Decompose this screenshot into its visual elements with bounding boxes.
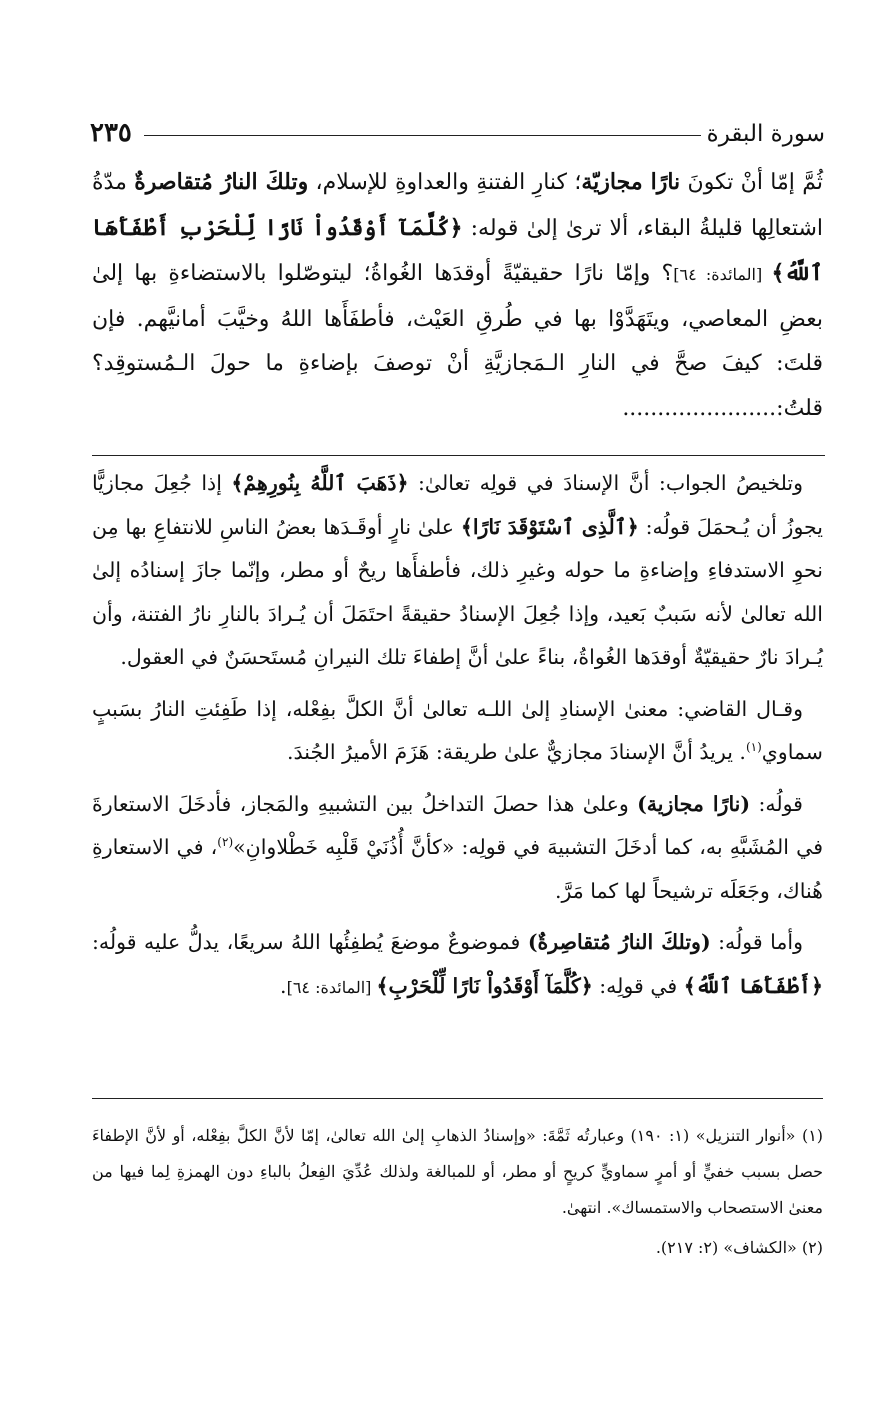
commentary-text [92,462,823,1017]
ellipsis-dots: ...................... [622,395,777,421]
quran-verse: ﴿كُلَّمَآ أَوْقَدُواْ نَارًا لِّلْحَرْبِ﴾ [376,973,593,998]
quran-verse: ﴿كُلَّمَآ أَوْقَدُواْ نَارًا لِّلْحَرْبِ أَطْفَأَهَا ٱللَّهُ﴾ [92,214,824,286]
footnote-ref[interactable]: (٢) [217,835,234,850]
main-text [92,160,823,431]
text-span: إذا جُعِلَ مجازيًّا يجوزُ أن يُـحمَلَ قولُه: [92,471,823,539]
footnote-separator [92,1098,823,1099]
footnote-number: (٢) [801,1238,823,1257]
commentary-paragraph [92,783,823,914]
text-span: ثُمَّ إمّا أنْ تكونَ [680,170,824,195]
bold-phrase: نارًا مجازيّة [581,169,681,195]
verse-citation: [المائدة: ٦٤] [673,265,772,284]
sura-title: سورة البقرة [706,121,825,147]
main-paragraph [92,160,823,431]
verse-citation: [المائدة: ٦٤] [286,977,377,997]
text-span: ، في الاستعارةِ هُناك، وجَعَلَه ترشيحاً لها كما مَرَّ. [92,835,823,903]
text-span: . [280,973,287,998]
text-span: ؛ كنارِ الفتنةِ والعداوةِ للإسلام، [308,170,582,195]
text-span: فموضوعٌ موضعَ يُطفِئُها اللهُ سريعًا، يدلُّ عليه قولُه: [92,930,528,954]
footnote-ref[interactable]: (١) [745,740,762,755]
text-span: ؟ وإمّا نارًا حقيقيّةً أوقدَها الغُواةُ؛ ليتوصّلوا بالاستضاءةِ بها إلىٰ بعضِ المعاصي، ويتَهَدَّوْا بها في طُرقِ العَيْث، فأطفَأَها اللهُ وخيَّبَ أمانيَّهم. فإن قلتَ: كيفَ صحَّ في النارِ الـمَجازيَّةِ أنْ توصفَ بإضاءةِ ما حولَ الـمُستوقِد؟ قلتُ: [92,261,823,421]
page-number: ٢٣٥ [90,118,132,148]
quran-verse: ﴿ذَهَبَ ٱللَّهُ بِنُورِهِمْ﴾ [231,471,409,495]
text-span: قولُه: [750,791,803,816]
footnote-text: «أنوار التنزيل» (١: ١٩٠) وعبارتُه ثَمَّةَ: «وإسنادُ الذهابِ إلىٰ الله تعالىٰ، إمّا لأنَّ الكلَّ بفِعْله، أو لأنَّ الإطفاءَ حصل بسبب خفيٍّ أو أمرٍ سماويٍّ كريحٍ أو مطر، أو للمبالغة ولذلك عُدِّيَ الفِعلُ بالباءِ دون الهمزةِ لِما فيها من معنىٰ الاستصحاب والاستمساك». انتهىٰ. [92,1126,823,1217]
quran-verse: ﴿ٱلَّذِى ٱسْتَوْقَدَ نَارًا﴾ [460,514,639,539]
text-span: . يريدُ أنَّ الإسنادَ مجازيٌّ علىٰ طريقة: هَزَمَ الأميرُ الجُندَ. [286,740,746,764]
text-span: علىٰ نارٍ أوقَـدَها بعضُ الناسِ للانتفاعِ بها مِن نحوِ الاستدفاءِ وإضاءةِ ما حوله وغيرِ ذلك، فأطفأَها ريحٌ أو مطر، وإنّما جازَ إسنادُه إلىٰ الله تعالىٰ لأنه سَببٌ بَعيد، وإذا جُعِلَ الإسنادُ حقيقةً احتَمَلَ أن يُـرادَ بالنارِ نارُ الفتنة، وأن يُـرادَ نارٌ حقيقيّةٌ أوقدَها الغُواةُ، بناءً علىٰ أنَّ إطفاءَ تلك النيرانِ مُستَحسَنٌ في العقول. [92,514,823,669]
footnote-number: (١) [801,1126,824,1145]
text-span: وقـال القاضي: معنىٰ الإسنادِ إلىٰ اللـه تعالىٰ أنَّ الكلَّ بفِعْله، إذا طَفِئتِ النارُ بسَببٍ سماوي [92,696,823,764]
bold-phrase: (وتلكَ النارُ مُتقاصِرةٌ) [527,930,711,954]
text-span: في قولِه: [592,973,684,998]
bold-phrase: (نارًا مجازية) [637,791,751,816]
footnotes [92,1118,823,1270]
commentary-paragraph [92,462,823,680]
text-span: مدّةُ اشتعالِها قليلةُ البقاء، ألا ترىٰ إلىٰ قوله: [92,170,824,241]
commentary-paragraph [92,688,823,775]
section-separator [92,455,825,456]
text-span: وتلخيصُ الجواب: أنَّ الإسنادَ في قولِه تعالىٰ: [408,471,803,495]
bold-phrase: وتلكَ النارُ مُتقاصرةٌ [134,169,309,195]
header-rule [144,135,701,136]
commentary-paragraph [92,921,823,1009]
text-span: وعلىٰ هذا حصلَ التداخلُ بين التشبيهِ والمَجاز، فأدخَلَ الاستعارةَ في المُشَبَّهِ به، كما أدخَلَ التشبيهَ في قولِه: «كأنَّ أُذُنَيْ قَلْبِه خَطْلاوانِ» [92,791,824,859]
footnote [92,1230,823,1266]
quran-verse: ﴿أَطْفَأَهَا ٱللَّهُ﴾ [683,973,823,998]
text-span: وأما قولُه: [710,930,803,954]
footnote-text: «الكشاف» (٢: ٢١٧). [655,1238,797,1257]
footnote [92,1118,823,1226]
running-header [90,106,825,146]
